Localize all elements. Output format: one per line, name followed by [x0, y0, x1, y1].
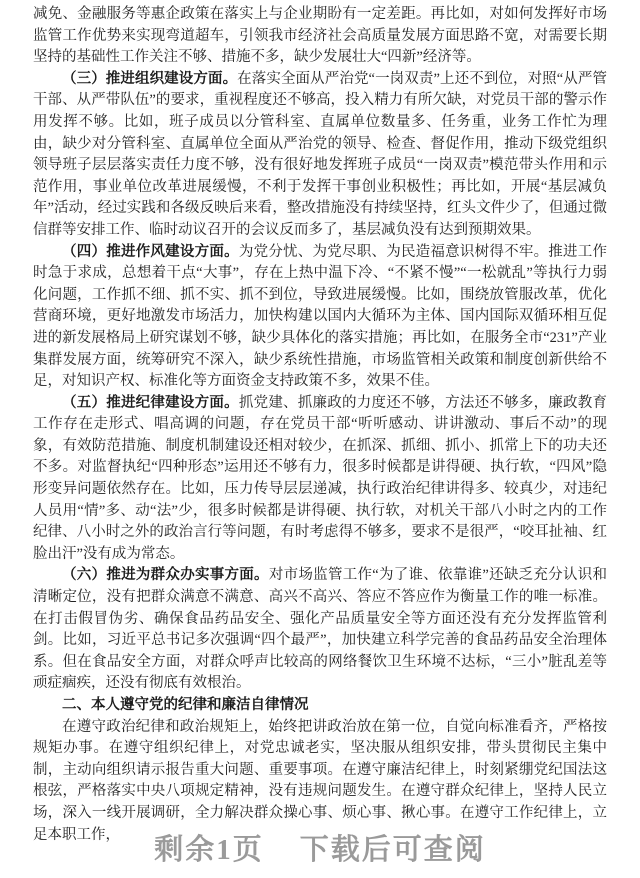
- paragraph-lead: （四）推进作风建设方面。: [62, 243, 239, 260]
- download-notice[interactable]: [0, 827, 640, 868]
- paragraph-lead: （六）推进为群众办实事方面。: [62, 567, 269, 584]
- paragraph: （六）推进为群众办实事方面。对市场监管工作“为了谁、依靠谁”还缺乏充分认识和清晰定位，没有把群众满意不满意、高兴不高兴、答应不答应作为衡量工作的唯一标准。在打击假冒伪劣、确保食品药品安全、强化产品质量安全等方面还没有充分发挥监管利剑。比如，习近平总书记多次强调“四个最严”，加快建立科学完善的食品药品安全治理体系。但在食品安全方面，对群众呼声比较高的网络餐饮卫生环境不达标，“三小”脏乱差等顽症痼疾，还没有彻底有效根治。: [33, 567, 608, 692]
- paragraph-lead: （三）推进组织建设方面。: [62, 70, 238, 87]
- paragraph: （五）推进纪律建设方面。抓党建、抓廉政的力度还不够，方法还不够多，廉政教育工作存在走形式、唱高调的问题，存在党员干部“听听感动、讲讲激动、事后不动”的现象，有效防范措施、制度机制建设还相对较少，在抓深、抓细、抓小、抓常上下的功夫还不多。对监督执纪“四种形态”运用还不够有力，很多时候都是讲得硬、执行软，“四风”隐形变异问题依然存在。比如，压力传导层层递减，执行政治纪律讲得多、较真少，对违纪人员用“情”多、动“法”少，很多时候都是讲得硬、执行软，对机关干部八小时之内的工作纪律、八小时之外的政治言行等问题，有时考虑得不够多，要求不是很严，“咬耳扯袖、红脸出汗”没有成为常态。: [33, 394, 608, 562]
- paragraph: 在遵守政治纪律和政治规矩上，始终把讲政治放在第一位，自觉向标准看齐，严格按规矩办事。在遵守组织纪律上，对党忠诚老实，坚决服从组织安排，带头贯彻民主集中制，主动向组织请示报告重大问题、重要事项。在遵守廉洁纪律上，时刻紧绷党纪国法这根弦，严格落实中央八项规定精神，没有违规问题发生。在遵守群众纪律上，坚持人民立场，深入一线开展调研，全力解决群众操心事、烦心事、揪心事。在遵守工作纪律上，立足本职工作，: [33, 718, 607, 843]
- paragraph-lead: （五）推进纪律建设方面。: [62, 394, 239, 411]
- paragraph: 减免、金融服务等惠企政策在落实上与企业期盼有一定差距。再比如，对如何发挥好市场监管工作优势来实现弯道超车，引领我市经济社会高质量发展方面思路不宽，对需要长期坚持的基础性工作关注不够、措施不多，缺少发展壮大“四新”经济等。: [33, 6, 607, 66]
- paragraph: （三）推进组织建设方面。在落实全面从严治党“一岗双责”上还不到位，对照“从严管干部、从严带队伍”的要求，重视程度还不够高，投入精力有所欠缺，对党员干部的警示作用发挥不够。比如，班子成员以分管科室、直属单位数量多、任务重，业务工作忙为理由，缺少对分管科室、直属单位全面从严治党的领导、检查、督促作用，推动下级党组织领导班子层层落实责任力度不够，没有很好地发挥班子成员“一岗双责”模范带头作用和示范作用，事业单位改革进展缓慢，不利于发挥干事创业积极性；再比如，开展“基层减负年”活动，经过实践和各级反映后来看，整改措施没有持续坚持，红头文件少了，但通过微信群等安排工作、临时动议召开的会议反而多了，基层减负没有达到预期效果。: [33, 70, 608, 238]
- remaining-pages-label: 剩余1页: [154, 834, 264, 866]
- download-to-view-label: 下载后可查阅: [299, 834, 486, 866]
- section-heading: 二、本人遵守党的纪律和廉洁自律情况: [62, 697, 309, 713]
- paragraph: （四）推进作风建设方面。为党分忧、为党尽职、为民造福意识树得不牢。推进工作时急于求成，总想着干点“大事”，存在上热中温下冷、“不紧不慢”“一松就乱”等执行力弱化问题，工作抓不细、抓不实、抓不到位，导致进展缓慢。比如，围绕放管服改革，优化营商环境，更好地激发市场活力，加快构建以国内大循环为主体、国内国际双循环相互促进的新发展格局上研究谋划不够，缺少具体化的落实措施；再比如，在服务全市“231”产业集群发展方面，统筹研究不深入，缺少系统性措施，市场监管相关政策和制度创新供给不足，对知识产权、标准化等方面资金支持政策不多，效果不佳。: [33, 243, 608, 390]
- document-body: [33, 4, 607, 846]
